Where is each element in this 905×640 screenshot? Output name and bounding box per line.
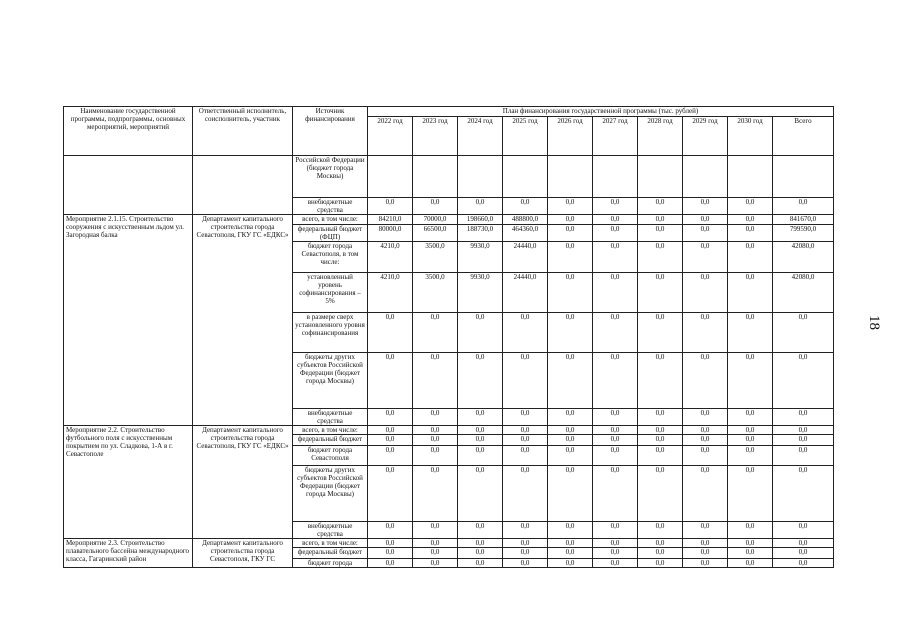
year-value: 0,0 — [683, 409, 728, 426]
year-value: 0,0 — [458, 522, 503, 539]
header-year-7: 2029 год — [683, 117, 728, 156]
year-value: 0,0 — [683, 353, 728, 409]
total-value: 799590,0 — [773, 225, 834, 242]
year-value: 0,0 — [638, 225, 683, 242]
header-source-column: Источник финансирования — [293, 107, 368, 156]
year-value: 0,0 — [503, 539, 548, 548]
table-row — [64, 215, 834, 225]
year-value: 0,0 — [413, 539, 458, 548]
total-value: 0,0 — [773, 539, 834, 548]
year-value: 0,0 — [548, 273, 593, 313]
year-value: 0,0 — [638, 559, 683, 568]
year-value: 0,0 — [413, 559, 458, 568]
year-value: 0,0 — [368, 559, 413, 568]
year-value: 0,0 — [413, 426, 458, 435]
year-value: 0,0 — [548, 313, 593, 353]
year-value: 0,0 — [683, 435, 728, 446]
header-year-5: 2027 год — [593, 117, 638, 156]
year-value: 0,0 — [593, 313, 638, 353]
year-value: 0,0 — [503, 198, 548, 215]
year-value: 0,0 — [548, 215, 593, 225]
year-value: 84210,0 — [368, 215, 413, 225]
year-value: 0,0 — [728, 242, 773, 273]
funding-source: бюджеты других субъектов Российской Федерации (бюджет города Москвы) — [293, 353, 368, 409]
year-value: 0,0 — [593, 559, 638, 568]
funding-source: всего, в том числе: — [293, 426, 368, 435]
year-value — [368, 156, 413, 198]
activity-name: Мероприятие 2.3. Строительство плавательного бассейна международного класса, Гагаринский район — [64, 539, 193, 568]
year-value: 0,0 — [458, 353, 503, 409]
year-value: 0,0 — [593, 435, 638, 446]
financing-table — [63, 106, 834, 568]
year-value: 0,0 — [728, 466, 773, 522]
total-value: 0,0 — [773, 435, 834, 446]
year-value: 0,0 — [638, 409, 683, 426]
funding-source: в размере сверх установленного уровня софинансирования — [293, 313, 368, 353]
year-value: 0,0 — [593, 242, 638, 273]
year-value: 0,0 — [413, 313, 458, 353]
year-value — [413, 156, 458, 198]
funding-source: внебюджетные средства — [293, 198, 368, 215]
year-value: 0,0 — [548, 353, 593, 409]
year-value: 464360,0 — [503, 225, 548, 242]
year-value: 0,0 — [503, 426, 548, 435]
year-value: 0,0 — [683, 522, 728, 539]
funding-source: всего, в том числе: — [293, 215, 368, 225]
year-value: 0,0 — [458, 548, 503, 559]
year-value: 0,0 — [593, 273, 638, 313]
year-value: 0,0 — [413, 466, 458, 522]
year-value: 0,0 — [593, 426, 638, 435]
year-value: 0,0 — [413, 548, 458, 559]
funding-source: установленный уровень софинансирования – 5% — [293, 273, 368, 313]
header-plan-title: План финансирования государственной программы (тыс. рублей) — [368, 107, 834, 117]
total-value: 0,0 — [773, 446, 834, 466]
funding-source: федеральный бюджет — [293, 435, 368, 446]
year-value: 0,0 — [503, 559, 548, 568]
total-value: 0,0 — [773, 409, 834, 426]
year-value: 24440,0 — [503, 242, 548, 273]
activity-name: Мероприятие 2.2. Строительство футбольного поля с искусственным покрытием по ул. Сладкова, 1-А в г. Севастополе — [64, 426, 193, 539]
year-value: 0,0 — [458, 466, 503, 522]
year-value: 0,0 — [638, 198, 683, 215]
table-header — [64, 107, 834, 156]
activity-name: Мероприятие 2.1.15. Строительство сооружения с искусственным льдом ул. Загородная балка — [64, 215, 193, 426]
year-value: 70000,0 — [413, 215, 458, 225]
year-value: 24440,0 — [503, 273, 548, 313]
year-value: 0,0 — [368, 539, 413, 548]
year-value: 0,0 — [638, 273, 683, 313]
year-value: 0,0 — [593, 198, 638, 215]
year-value: 0,0 — [458, 198, 503, 215]
total-value: 0,0 — [773, 353, 834, 409]
header-year-3: 2025 год — [503, 117, 548, 156]
table-row — [64, 539, 834, 548]
page-number: 18 — [866, 315, 882, 330]
year-value: 0,0 — [593, 446, 638, 466]
year-value: 3500,0 — [413, 242, 458, 273]
year-value: 0,0 — [593, 215, 638, 225]
year-value: 0,0 — [368, 435, 413, 446]
total-value — [773, 156, 834, 198]
funding-source: бюджет города Севастополя — [293, 446, 368, 466]
year-value: 0,0 — [593, 466, 638, 522]
year-value: 0,0 — [368, 198, 413, 215]
table-row — [64, 426, 834, 435]
responsible-executor: Департамент капитального строительства города Севастополя, ГКУ ГС «ЕДКС» — [193, 426, 293, 539]
year-value: 0,0 — [503, 435, 548, 446]
total-value: 42080,0 — [773, 242, 834, 273]
total-value: 0,0 — [773, 426, 834, 435]
year-value: 198660,0 — [458, 215, 503, 225]
header-year-2: 2024 год — [458, 117, 503, 156]
total-value: 0,0 — [773, 466, 834, 522]
header-year-8: 2030 год — [728, 117, 773, 156]
year-value — [503, 156, 548, 198]
year-value: 0,0 — [728, 548, 773, 559]
year-value: 0,0 — [458, 426, 503, 435]
table-body — [64, 156, 834, 568]
year-value: 0,0 — [683, 539, 728, 548]
year-value: 9930,0 — [458, 242, 503, 273]
year-value: 0,0 — [683, 548, 728, 559]
header-year-1: 2023 год — [413, 117, 458, 156]
year-value: 0,0 — [548, 522, 593, 539]
responsible-executor: Департамент капитального строительства города Севастополя, ГКУ ГС — [193, 539, 293, 568]
funding-source: всего, в том числе: — [293, 539, 368, 548]
year-value: 0,0 — [548, 548, 593, 559]
year-value: 0,0 — [638, 539, 683, 548]
funding-source: внебюджетные средства — [293, 522, 368, 539]
year-value: 0,0 — [593, 548, 638, 559]
year-value: 0,0 — [728, 313, 773, 353]
year-value: 0,0 — [728, 198, 773, 215]
year-value: 0,0 — [638, 353, 683, 409]
year-value: 0,0 — [728, 225, 773, 242]
header-year-0: 2022 год — [368, 117, 413, 156]
year-value: 0,0 — [728, 435, 773, 446]
year-value: 0,0 — [728, 539, 773, 548]
year-value: 0,0 — [368, 426, 413, 435]
year-value: 0,0 — [593, 353, 638, 409]
total-value: 0,0 — [773, 548, 834, 559]
year-value: 0,0 — [638, 446, 683, 466]
year-value: 80000,0 — [368, 225, 413, 242]
year-value: 0,0 — [368, 466, 413, 522]
year-value: 0,0 — [548, 409, 593, 426]
year-value: 0,0 — [638, 313, 683, 353]
funding-source: федеральный бюджет — [293, 548, 368, 559]
year-value: 0,0 — [548, 539, 593, 548]
year-value: 9930,0 — [458, 273, 503, 313]
year-value: 0,0 — [458, 313, 503, 353]
year-value: 0,0 — [458, 409, 503, 426]
activity-name — [64, 156, 193, 215]
header-year-4: 2026 год — [548, 117, 593, 156]
year-value: 0,0 — [728, 559, 773, 568]
year-value: 0,0 — [683, 426, 728, 435]
year-value: 0,0 — [503, 353, 548, 409]
year-value: 0,0 — [503, 446, 548, 466]
year-value: 4210,0 — [368, 273, 413, 313]
total-value: 0,0 — [773, 313, 834, 353]
year-value: 0,0 — [728, 426, 773, 435]
year-value: 0,0 — [503, 313, 548, 353]
year-value — [593, 156, 638, 198]
year-value: 0,0 — [728, 409, 773, 426]
year-value: 0,0 — [728, 446, 773, 466]
year-value: 0,0 — [638, 426, 683, 435]
year-value: 3500,0 — [413, 273, 458, 313]
year-value: 66500,0 — [413, 225, 458, 242]
year-value: 4210,0 — [368, 242, 413, 273]
year-value: 0,0 — [683, 225, 728, 242]
year-value: 0,0 — [683, 446, 728, 466]
year-value: 0,0 — [458, 435, 503, 446]
total-value: 0,0 — [773, 198, 834, 215]
total-value: 0,0 — [773, 522, 834, 539]
year-value: 0,0 — [548, 426, 593, 435]
year-value: 0,0 — [458, 446, 503, 466]
table-row — [64, 156, 834, 198]
year-value: 0,0 — [503, 522, 548, 539]
funding-source: бюджеты других субъектов Российской Федерации (бюджет города Москвы) — [293, 466, 368, 522]
year-value: 0,0 — [683, 466, 728, 522]
year-value: 0,0 — [593, 409, 638, 426]
year-value — [728, 156, 773, 198]
year-value: 0,0 — [638, 215, 683, 225]
year-value: 0,0 — [728, 273, 773, 313]
year-value: 0,0 — [548, 198, 593, 215]
year-value: 0,0 — [548, 559, 593, 568]
funding-source: бюджет города — [293, 559, 368, 568]
year-value: 0,0 — [503, 409, 548, 426]
year-value: 0,0 — [593, 539, 638, 548]
year-value — [548, 156, 593, 198]
year-value — [458, 156, 503, 198]
year-value: 0,0 — [683, 313, 728, 353]
responsible-executor: Департамент капитального строительства города Севастополя, ГКУ ГС «ЕДКС» — [193, 215, 293, 426]
year-value: 0,0 — [368, 522, 413, 539]
year-value: 0,0 — [368, 409, 413, 426]
year-value: 0,0 — [413, 522, 458, 539]
year-value: 0,0 — [458, 539, 503, 548]
year-value: 0,0 — [548, 466, 593, 522]
total-value: 42080,0 — [773, 273, 834, 313]
year-value: 0,0 — [683, 242, 728, 273]
year-value: 0,0 — [683, 273, 728, 313]
funding-source: Российской Федерации (бюджет города Москвы) — [293, 156, 368, 198]
year-value: 0,0 — [413, 409, 458, 426]
funding-source: федеральный бюджет (ФЦП) — [293, 225, 368, 242]
year-value: 0,0 — [368, 353, 413, 409]
year-value — [638, 156, 683, 198]
year-value: 0,0 — [368, 313, 413, 353]
year-value: 0,0 — [593, 522, 638, 539]
year-value: 488800,0 — [503, 215, 548, 225]
total-value: 0,0 — [773, 559, 834, 568]
year-value: 0,0 — [413, 353, 458, 409]
year-value: 0,0 — [548, 242, 593, 273]
year-value: 0,0 — [683, 215, 728, 225]
year-value: 0,0 — [638, 435, 683, 446]
year-value: 0,0 — [683, 559, 728, 568]
header-name-column: Наименование государственной программы, подпрограммы, основных мероприятий, мероприятий — [64, 107, 193, 156]
header-year-9: Всего — [773, 117, 834, 156]
year-value: 0,0 — [368, 446, 413, 466]
year-value: 0,0 — [683, 198, 728, 215]
year-value: 188730,0 — [458, 225, 503, 242]
year-value: 0,0 — [503, 548, 548, 559]
funding-source: внебюджетные средства — [293, 409, 368, 426]
year-value: 0,0 — [413, 446, 458, 466]
year-value: 0,0 — [458, 559, 503, 568]
year-value: 0,0 — [638, 548, 683, 559]
responsible-executor — [193, 156, 293, 215]
header-responsible-column: Ответственный исполнитель, соисполнитель, участник — [193, 107, 293, 156]
year-value: 0,0 — [638, 522, 683, 539]
year-value: 0,0 — [638, 242, 683, 273]
year-value: 0,0 — [503, 466, 548, 522]
year-value: 0,0 — [548, 435, 593, 446]
year-value: 0,0 — [368, 548, 413, 559]
header-year-6: 2028 год — [638, 117, 683, 156]
year-value: 0,0 — [413, 435, 458, 446]
year-value — [683, 156, 728, 198]
year-value: 0,0 — [548, 446, 593, 466]
year-value: 0,0 — [593, 225, 638, 242]
total-value: 841670,0 — [773, 215, 834, 225]
year-value: 0,0 — [413, 198, 458, 215]
year-value: 0,0 — [728, 215, 773, 225]
year-value: 0,0 — [728, 353, 773, 409]
year-value: 0,0 — [638, 466, 683, 522]
funding-source: бюджет города Севастополя, в том числе: — [293, 242, 368, 273]
year-value: 0,0 — [728, 522, 773, 539]
year-value: 0,0 — [548, 225, 593, 242]
